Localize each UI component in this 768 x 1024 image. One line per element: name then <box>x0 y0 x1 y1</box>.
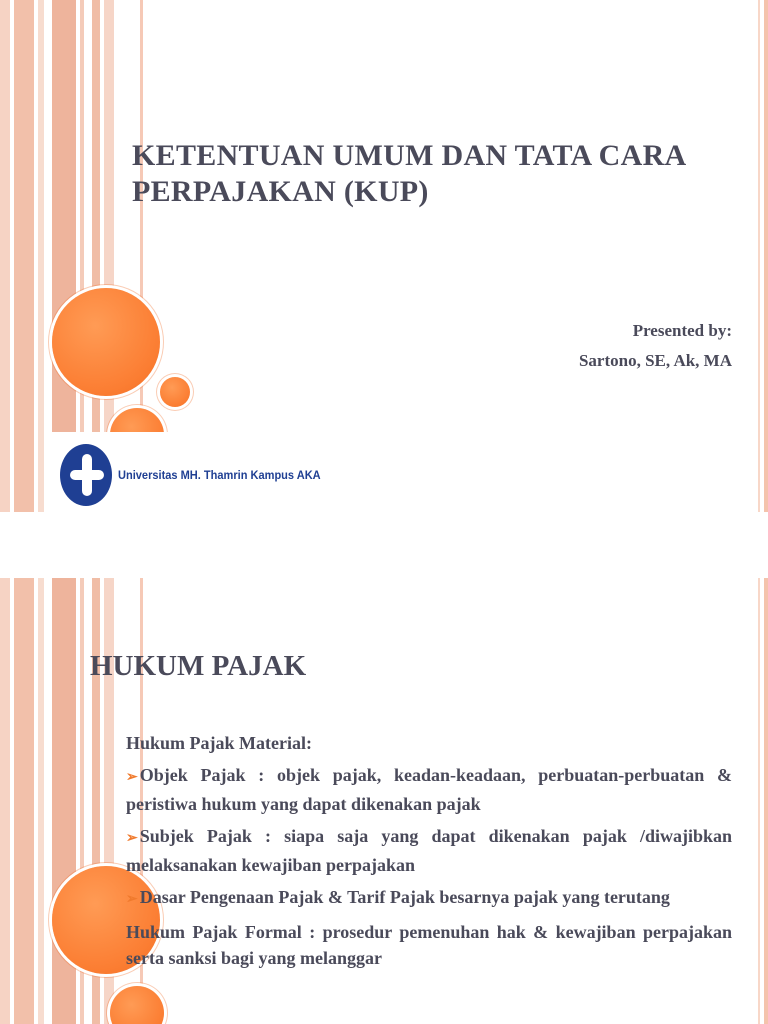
list-item-subjek: ➢ Subjek Pajak : siapa saja yang dapat dikenakan pajak /diwajibkan melaksanakan kewajiban perpajakan <box>126 826 732 875</box>
university-emblem-icon <box>60 444 112 506</box>
arrow-bullet-icon: ➢ <box>126 892 138 907</box>
arrow-bullet-icon: ➢ <box>126 831 138 846</box>
slide-title <box>132 138 752 210</box>
list-item-objek: ➢ Objek Pajak : objek pajak, keadan-keadaan, perbuatan-perbuatan & peristiwa hukum yang dapat dikenakan pajak <box>126 765 732 814</box>
slide-body <box>126 730 732 977</box>
list-item-dasar: ➢ Dasar Pengenaan Pajak & Tarif Pajak besarnya pajak yang terutang <box>126 887 670 907</box>
slide-heading: HUKUM PAJAK <box>90 650 307 682</box>
decorative-circle-large <box>52 288 160 396</box>
university-logo <box>52 432 320 512</box>
title-line-1: KETENTUAN UMUM DAN TATA CARA <box>132 139 687 172</box>
material-heading: Hukum Pajak Material: <box>126 733 312 753</box>
content-slide <box>0 578 768 1024</box>
presenter-name: Sartono, SE, Ak, MA <box>578 351 732 370</box>
title-line-2: PERPAJAKAN (KUP) <box>132 175 429 208</box>
presenter-block <box>579 316 732 376</box>
arrow-bullet-icon: ➢ <box>126 770 138 785</box>
presented-by-label: Presented by: <box>632 321 732 340</box>
university-name: Universitas MH. Thamrin Kampus AKA <box>118 468 321 482</box>
formal-paragraph: Hukum Pajak Formal : prosedur pemenuhan hak & kewajiban perpajakan serta sanksi bagi yang melanggar <box>126 922 732 968</box>
decorative-circle-small <box>160 377 190 407</box>
